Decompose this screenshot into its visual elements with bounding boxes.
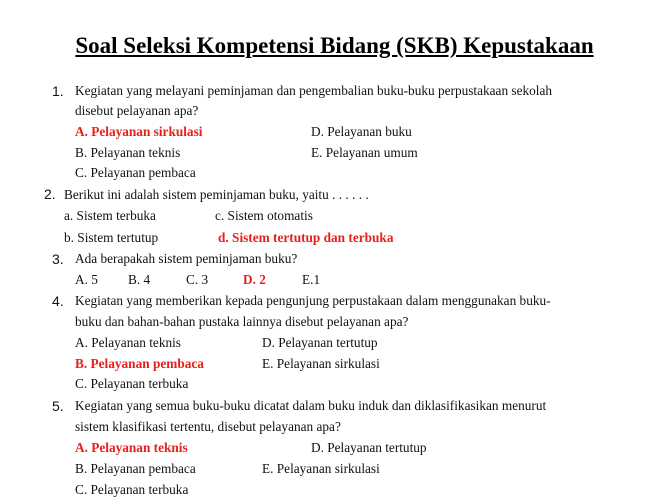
q4-option-b: B. Pelayanan pembaca [75, 356, 204, 371]
q5-option-e: E. Pelayanan sirkulasi [262, 461, 380, 476]
q4-number: 4. [52, 293, 64, 309]
q3-option-e: E.1 [302, 272, 321, 287]
q1-text-line2: disebut pelayanan apa? [75, 103, 199, 118]
q4-text-line2: buku dan bahan-bahan pustaka lainnya disebut pelayanan apa? [75, 314, 409, 329]
q5-option-a: A. Pelayanan teknis [75, 440, 188, 455]
q2-text-line1: Berikut ini adalah sistem peminjaman buku, yaitu . . . . . . [64, 187, 369, 202]
q5-number: 5. [52, 398, 64, 414]
q5-text-line2: sistem klasifikasi tertentu, disebut pelayanan apa? [75, 419, 341, 434]
q1-text-line1: Kegiatan yang melayani peminjaman dan pengembalian buku-buku perpustakaan sekolah [75, 83, 553, 98]
q4-option-e: E. Pelayanan sirkulasi [262, 356, 380, 371]
q1-option-e: E. Pelayanan umum [311, 145, 418, 160]
q1-option-a: A. Pelayanan sirkulasi [75, 124, 203, 139]
q3-option-d: D. 2 [243, 272, 266, 287]
q1-number: 1. [52, 83, 64, 99]
q3-option-c: C. 3 [186, 272, 209, 287]
q1-option-c: C. Pelayanan pembaca [75, 165, 196, 180]
q3-text-line1: Ada berapakah sistem peminjaman buku? [75, 251, 298, 266]
q2-option-a: a. Sistem terbuka [64, 208, 156, 223]
q5-option-b: B. Pelayanan pembaca [75, 461, 196, 476]
q3-number: 3. [52, 251, 64, 267]
q5-text-line1: Kegiatan yang semua buku-buku dicatat dalam buku induk dan diklasifikasikan menurut [75, 398, 547, 413]
q2-option-c: c. Sistem otomatis [215, 208, 313, 223]
q4-option-c: C. Pelayanan terbuka [75, 376, 189, 391]
q1-option-d: D. Pelayanan buku [311, 124, 412, 139]
q4-option-a: A. Pelayanan teknis [75, 335, 181, 350]
q3-option-b: B. 4 [128, 272, 151, 287]
q5-option-d: D. Pelayanan tertutup [311, 440, 427, 455]
q2-number: 2. [44, 186, 56, 202]
q2-option-b: b. Sistem tertutup [64, 230, 159, 245]
q5-option-c: C. Pelayanan terbuka [75, 482, 189, 497]
q3-option-a: A. 5 [75, 272, 98, 287]
page-title: Soal Seleksi Kompetensi Bidang (SKB) Kepustakaan [75, 33, 594, 58]
q4-option-d: D. Pelayanan tertutup [262, 335, 378, 350]
q4-text-line1: Kegiatan yang memberikan kepada pengunjung perpustakaan dalam menggunakan buku- [75, 293, 551, 308]
q2-option-d: d. Sistem tertutup dan terbuka [218, 230, 394, 245]
q1-option-b: B. Pelayanan teknis [75, 145, 181, 160]
